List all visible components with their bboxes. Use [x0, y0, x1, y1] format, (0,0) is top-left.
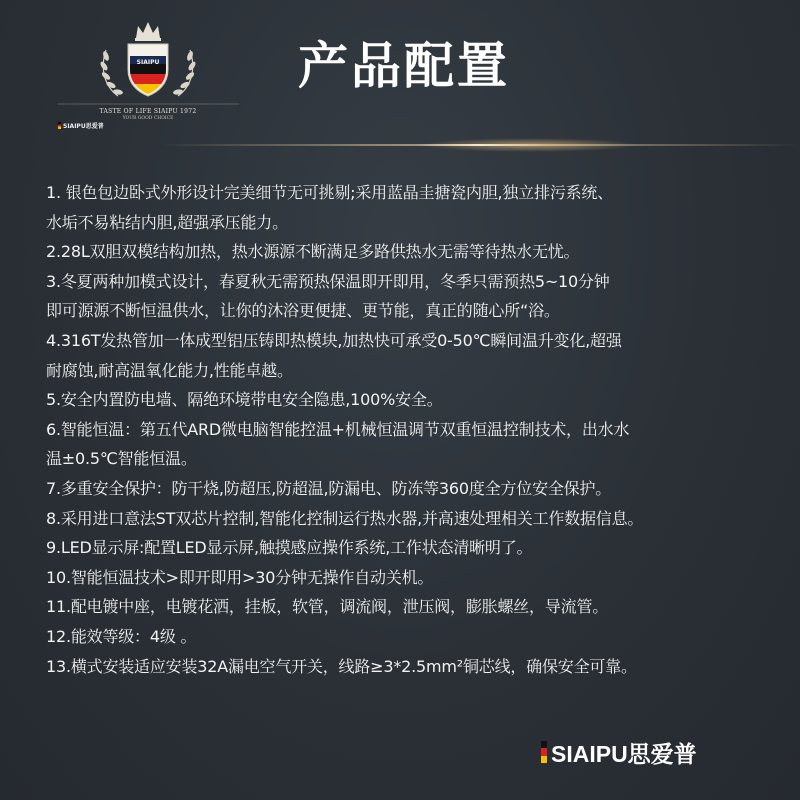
siaipu-logo [58, 12, 238, 132]
logo-subtagline: YOUR GOOD CHOICE [122, 116, 174, 121]
spec-line: 12.能效等级：4级 。 [46, 626, 197, 646]
spec-line: 温±0.5℃智能恒温。 [46, 449, 197, 469]
logo-brand-text: SIAIPU [136, 59, 160, 66]
glow-divider [160, 138, 800, 152]
spec-line: 即可源源不断恒温供水，让你的沐浴更便捷、更节能，真正的随心所“浴。 [46, 301, 560, 321]
spec-line: 11.配电镀中座，电镀花洒，挂板，软管，调流阀，泄压阀，膨胀螺丝，导流管。 [46, 597, 609, 617]
logo-small-brand [58, 120, 122, 130]
spec-line: 耐腐蚀,耐高温氧化能力,性能卓越。 [46, 360, 293, 380]
spec-line: 2.28L双胆双模结构加热，热水源源不断满足多路供热水无需等待热水无忧。 [46, 242, 580, 262]
footer-brand-text: SIAIPU思爱普 [551, 740, 697, 767]
spec-line: 7.多重安全保护：防干烧,防超压,防超温,防漏电、防冻等360度全方位安全保护。 [46, 478, 612, 498]
crown-icon [135, 22, 161, 41]
spec-line: 水垢不易粘结内胆,超强承压能力。 [46, 212, 288, 232]
spec-line: 13.横式安装适应安装32A漏电空气开关，线路≥3*2.5mm²铜芯线，确保安全可靠。 [46, 656, 637, 676]
page-title: 产品配置 [298, 37, 510, 95]
logo-tagline: TASTE OF LIFE SIAIPU 1972 [99, 108, 197, 115]
spec-line: 6.智能恒温：第五代ARD微电脑智能控温+机械恒温调节双重恒温控制技术，出水水 [46, 419, 630, 439]
spec-line: 5.安全内置防电墙、隔绝环境带电安全隐患,100%安全。 [46, 390, 443, 410]
flag-icon [58, 122, 61, 129]
spec-list [46, 178, 776, 681]
spec-line: 3.冬夏两种加模式设计，春夏秋无需预热保温即开即用，冬季只需预热5~10分钟 [46, 271, 610, 291]
spec-line: 10.智能恒温技术>即开即用>30分钟无操作自动关机。 [46, 567, 434, 587]
footer-brand-logo [541, 738, 697, 766]
logo-small-brand-text: SIAIPU思爱普 [63, 122, 104, 130]
flag-icon [541, 741, 547, 763]
german-flag-shield-icon [128, 44, 168, 98]
spec-line: 9.LED显示屏:配置LED显示屏,触摸感应操作系统,工作状态清晰明了。 [46, 538, 533, 558]
spec-line: 4.316T发热管加一体成型铝压铸即热模块,加热快可承受0-50℃瞬间温升变化,超强 [46, 330, 622, 350]
spec-line: 8.采用进口意法ST双芯片控制,智能化控制运行热水器,并高速处理相关工作数据信息。 [46, 508, 644, 528]
spec-line: 1. 银色包边卧式外形设计完美细节无可挑剔;采用蓝晶圭搪瓷内胆,独立排污系统、 [46, 183, 614, 202]
